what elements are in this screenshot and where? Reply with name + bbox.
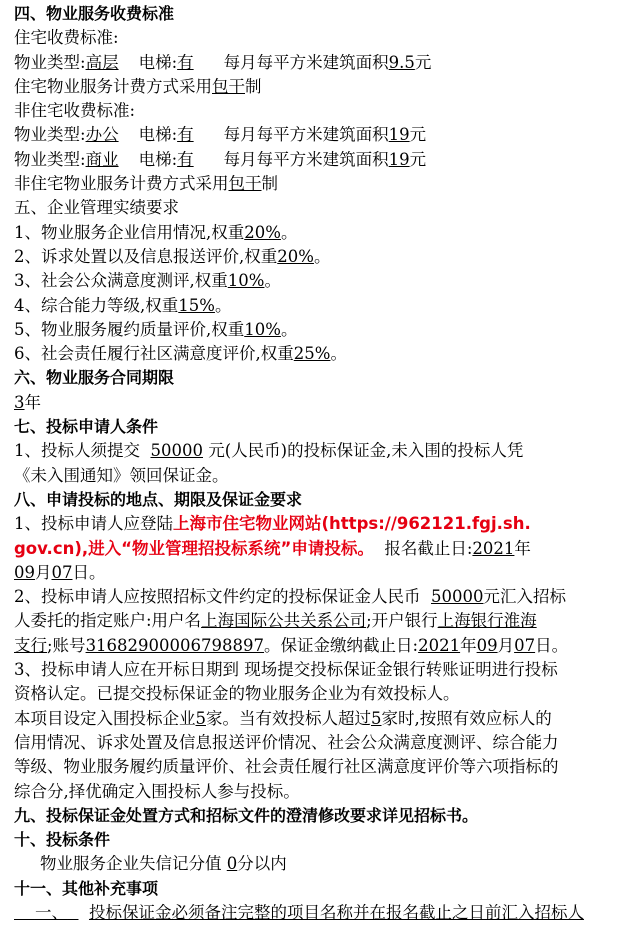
shortlist-line: 信用情况、诉求处置及信息报送评价情况、社会公众满意度测评、综合能力 (14, 732, 559, 752)
residential-fee-row: 物业类型:高层 电梯:有 每月每平方米建筑面积9.5元 (14, 52, 432, 72)
criteria-item: 3、社会公众满意度测评,权重10%。 (14, 271, 281, 291)
deposit-line: 支行;账号31682900006798897。保证金缴纳截止日:2021年09月07日。 (14, 635, 569, 655)
criteria-item: 6、社会责任履行社区满意度评价,权重25%。 (14, 344, 347, 364)
nonresidential-title: 非住宅收费标准: (14, 101, 136, 121)
section-11-heading: 十一、其他补充事项 (14, 878, 159, 898)
apply-line: gov.cn),进入“物业管理招投标系统”申请投标。 报名截止日:2021年 (14, 538, 531, 558)
shortlist-line: 等级、物业服务履约质量评价、社会责任履行社区满意度评价等六项指标的 (14, 757, 559, 777)
website-link[interactable]: 上海市住宅物业网站(https://962121.fgj.sh. (173, 514, 531, 534)
property-type-value: 高层 (85, 52, 119, 72)
nonresidential-fee-row: 物业类型:商业 电梯:有 每月每平方米建筑面积19元 (14, 149, 427, 169)
elevator-value: 有 (177, 52, 194, 72)
qualification-line: 资格认定。已提交投标保证金的物业服务企业为有效投标人。 (14, 684, 460, 704)
deposit-line: 2、投标申请人应按照招标文件约定的投标保证金人民币 50000元汇入招标 (14, 587, 566, 607)
residential-title: 住宅收费标准: (14, 28, 119, 48)
credit-score-line: 物业服务企业失信记分值 0分以内 (40, 854, 287, 874)
section-6-heading: 六、物业服务合同期限 (14, 368, 175, 388)
section-8-heading: 八、申请投标的地点、期限及保证金要求 (14, 489, 303, 509)
supplement-line: 一、 投标保证金必须备注完整的项目名称并在报名截止之日前汇入招标人 (34, 902, 584, 922)
criteria-item: 1、物业服务企业信用情况,权重20%。 (14, 222, 298, 242)
criteria-item: 4、综合能力等级,权重15%。 (14, 295, 232, 315)
nonresidential-fee-row: 物业类型:办公 电梯:有 每月每平方米建筑面积19元 (14, 125, 427, 145)
criteria-item: 5、物业服务履约质量评价,权重10%。 (14, 319, 298, 339)
residential-method: 住宅物业服务计费方式采用包干制 (14, 76, 262, 96)
apply-line: 09月07日。 (14, 562, 106, 582)
section-5-heading: 五、企业管理实绩要求 (14, 198, 179, 218)
bidder-condition-line: 《未入围通知》领回保证金。 (14, 465, 229, 485)
bidder-condition-line: 1、投标人须提交 50000 元(人民币)的投标保证金,未入围的投标人凭 (14, 441, 524, 461)
shortlist-line: 本项目设定入围投标企业5家。当有效投标人超过5家时,按照有效应标人的 (14, 708, 552, 728)
section-10-heading: 十、投标条件 (14, 830, 111, 850)
section-4-heading: 四、物业服务收费标准 (14, 4, 175, 23)
nonresidential-method: 非住宅物业服务计费方式采用包干制 (14, 174, 278, 194)
fee-value: 9.5 (388, 52, 415, 72)
section-7-heading: 七、投标申请人条件 (14, 417, 159, 437)
section-9-heading: 九、投标保证金处置方式和招标文件的澄清修改要求详见招标书。 (14, 805, 479, 825)
contract-term: 3年 (14, 392, 41, 412)
shortlist-line: 综合分,择优确定入围投标人参与投标。 (14, 781, 300, 801)
qualification-line: 3、投标申请人应在开标日期到 现场提交投标保证金银行转账证明进行投标 (14, 660, 558, 680)
document-body (14, 2, 620, 925)
criteria-item: 2、诉求处置以及信息报送评价,权重20%。 (14, 246, 331, 266)
apply-line: 1、投标申请人应登陆上海市住宅物业网站(https://962121.fgj.sh. (14, 514, 531, 534)
deposit-line: 人委托的指定账户:用户名上海国际公共关系公司;开户银行上海银行淮海 (14, 611, 537, 631)
